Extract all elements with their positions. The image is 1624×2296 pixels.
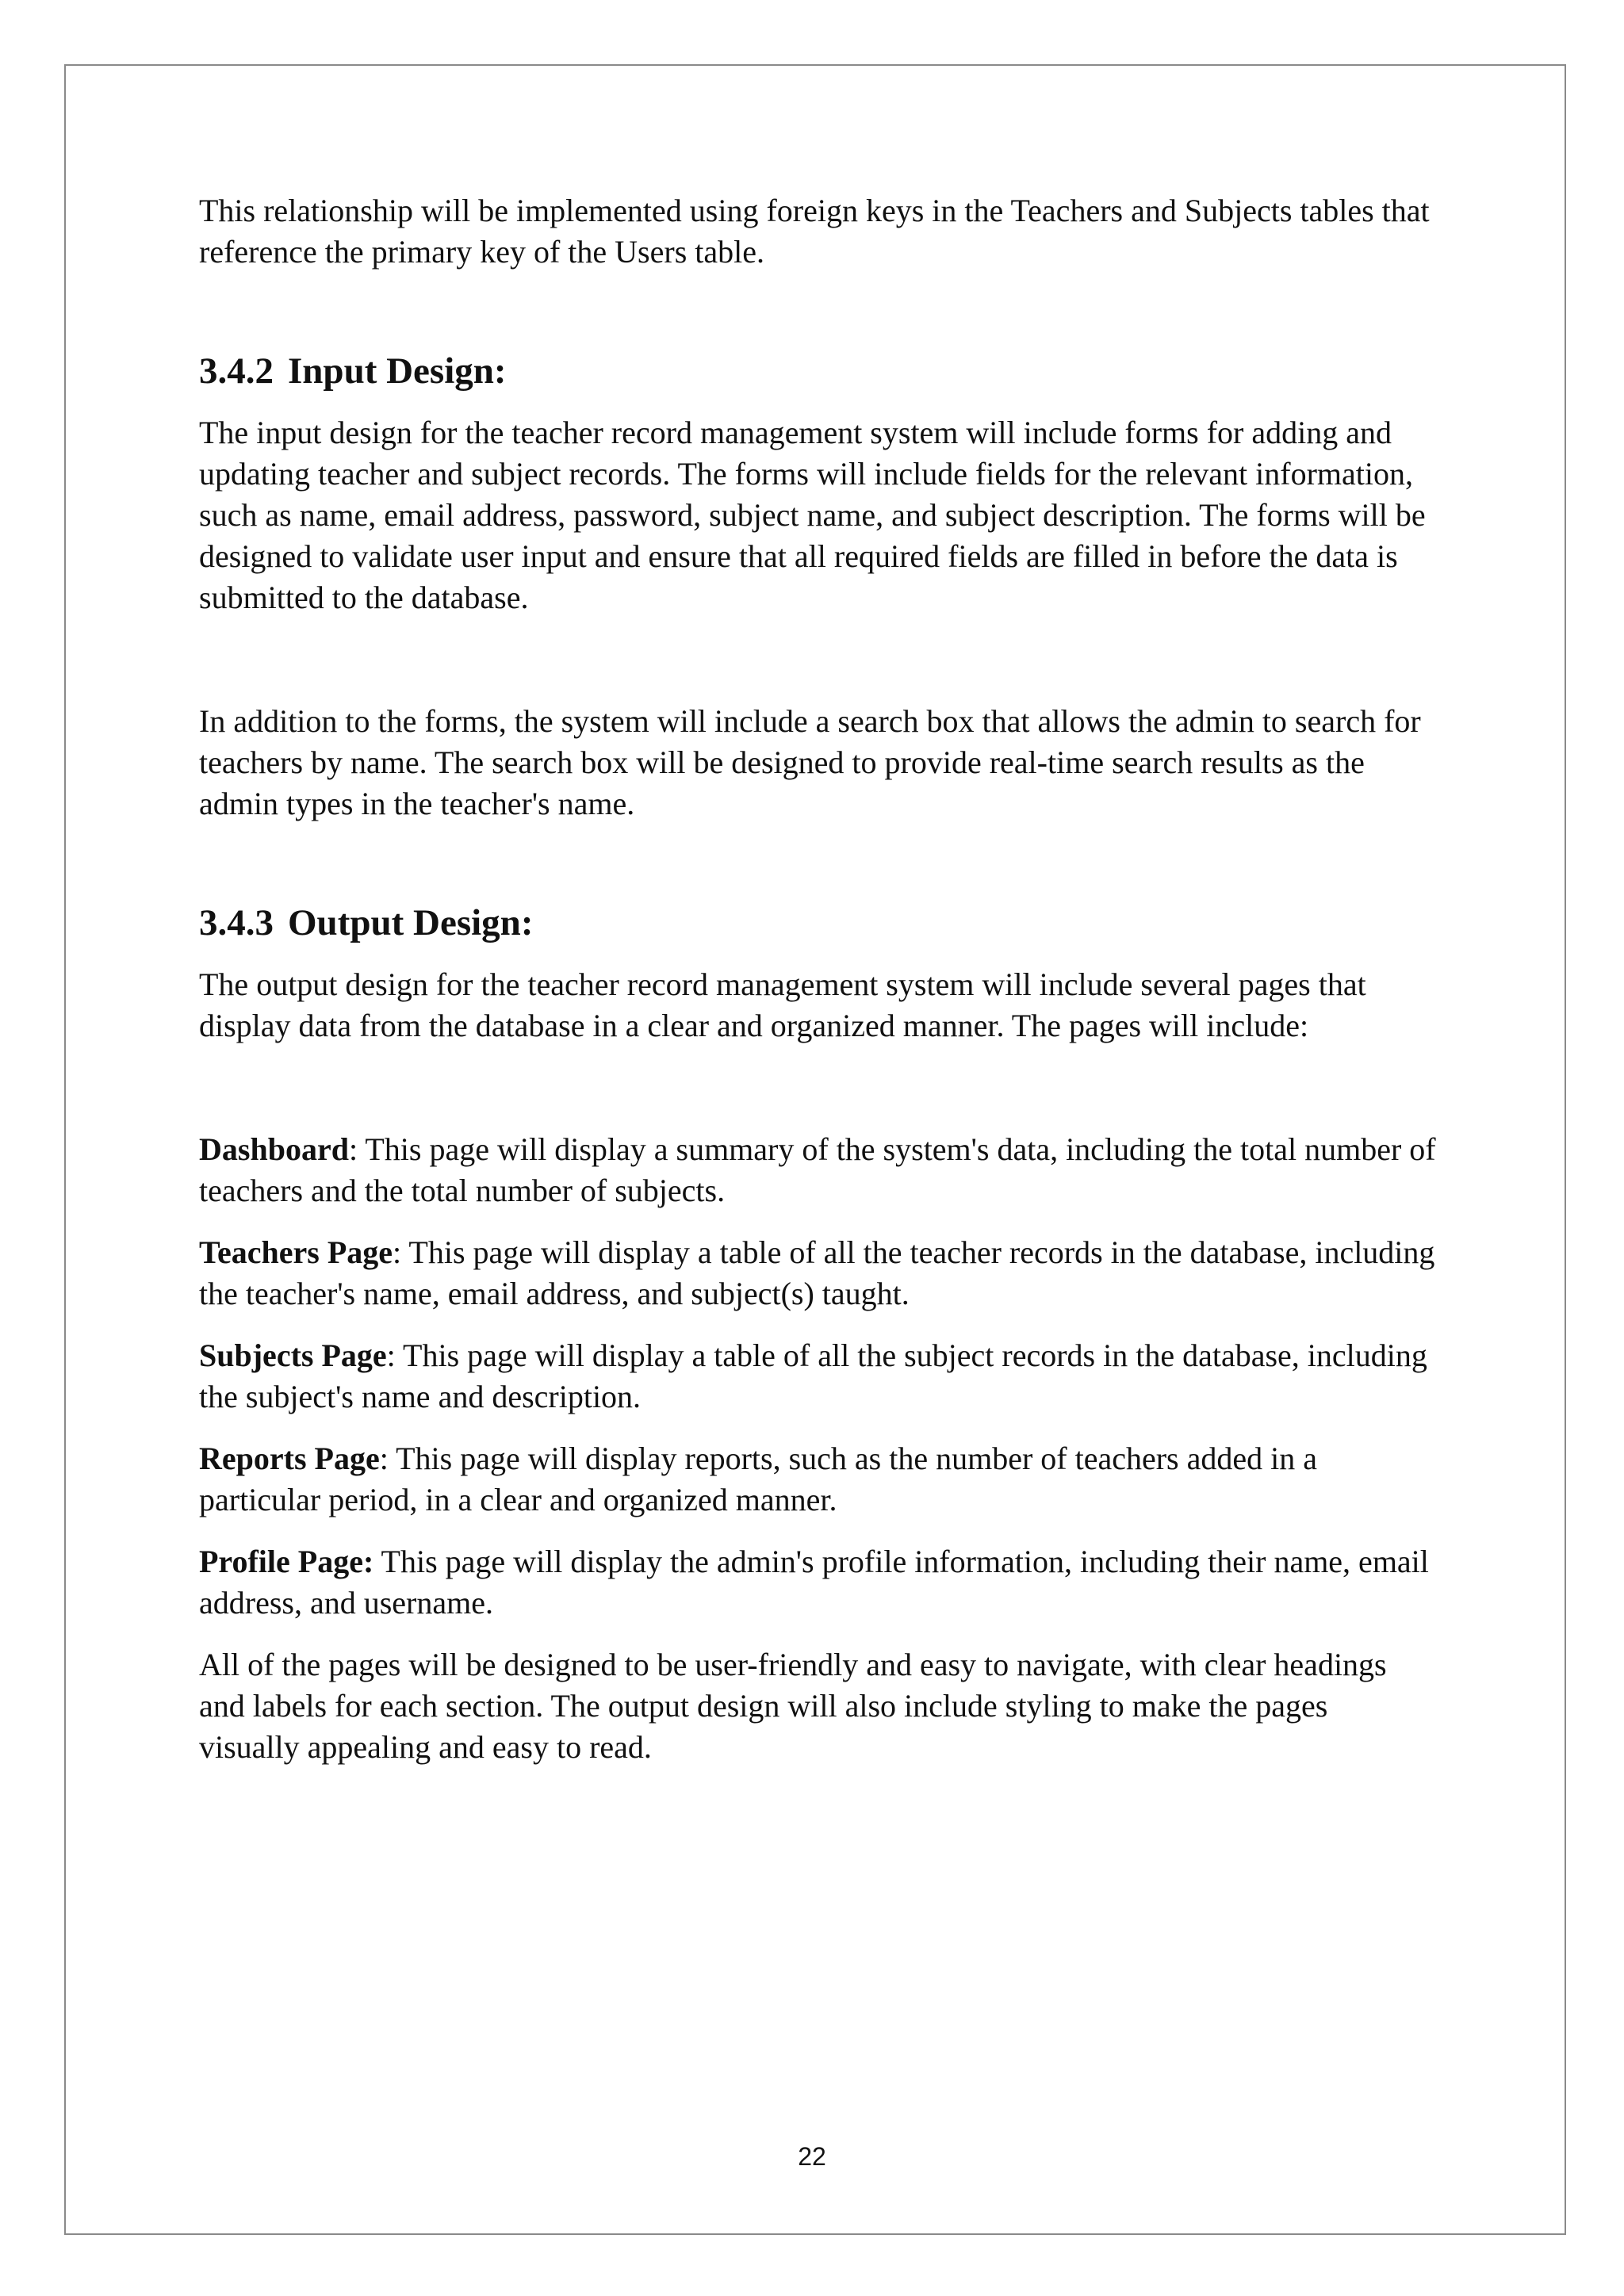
input-design-title: Input Design: [288,350,507,392]
output-page-item-teachers [199,1232,1436,1314]
input-design-section-number: 3.4.2 [199,350,274,392]
output-page-description: This page will display a table of all the subject records in the database, including the subject's name and description. [199,1337,1427,1414]
output-design-section-number: 3.4.3 [199,902,274,943]
output-page-term: Profile Page: [199,1544,374,1579]
input-design-heading [199,347,1436,395]
output-design-closing: All of the pages will be designed to be user-friendly and easy to navigate, with clear headings and labels for each section. The output design will also include styling to make the pages visually appealing and easy to read. [199,1647,1387,1765]
input-design-paragraph-2: In addition to the forms, the system will include a search box that allows the admin to search for teachers by name. The search box will be designed to provide real-time search results as the admin types in the teacher's name. [199,703,1421,821]
output-page-term: Teachers Page [199,1234,393,1270]
output-page-description: This page will display the admin's profile information, including their name, email address, and username. [199,1544,1429,1621]
output-page-term: Subjects Page [199,1337,387,1373]
output-page-description: This page will display a table of all the teacher records in the database, including the teacher's name, email address, and subject(s) taught. [199,1234,1435,1311]
page-number: 22 [798,2142,826,2171]
output-page-sep: : [386,1337,396,1373]
output-page-sep: : [393,1234,402,1270]
output-design-heading [199,899,1436,947]
output-page-item-subjects [199,1335,1436,1418]
output-page-item-reports [199,1438,1436,1521]
output-design-intro: The output design for the teacher record management system will include several pages that display data from the database in a clear and organized manner. The pages will include: [199,966,1366,1043]
output-page-sep: : [379,1441,389,1476]
output-page-sep: : [348,1131,358,1167]
output-page-term: Reports Page [199,1441,380,1476]
page-content [199,190,1436,1768]
intro-paragraph: This relationship will be implemented using foreign keys in the Teachers and Subjects tables that reference the primary key of the Users table. [199,193,1430,270]
output-page-item-dashboard [199,1129,1436,1211]
input-design-paragraph-1: The input design for the teacher record management system will include forms for adding and updating teacher and subject records. The forms will include fields for the relevant information, such as name, email address, password, subject name, and subject description. The forms will be designed to validate user input and ensure that all required fields are filled in before the data is submitted to the database. [199,415,1426,615]
output-page-description: This page will display reports, such as the number of teachers added in a particular period, in a clear and organized manner. [199,1441,1317,1517]
output-page-item-profile [199,1541,1436,1624]
output-page-description: This page will display a summary of the system's data, including the total number of teachers and the total number of subjects. [199,1131,1436,1208]
output-page-term: Dashboard [199,1131,349,1167]
output-design-title: Output Design: [288,902,534,943]
